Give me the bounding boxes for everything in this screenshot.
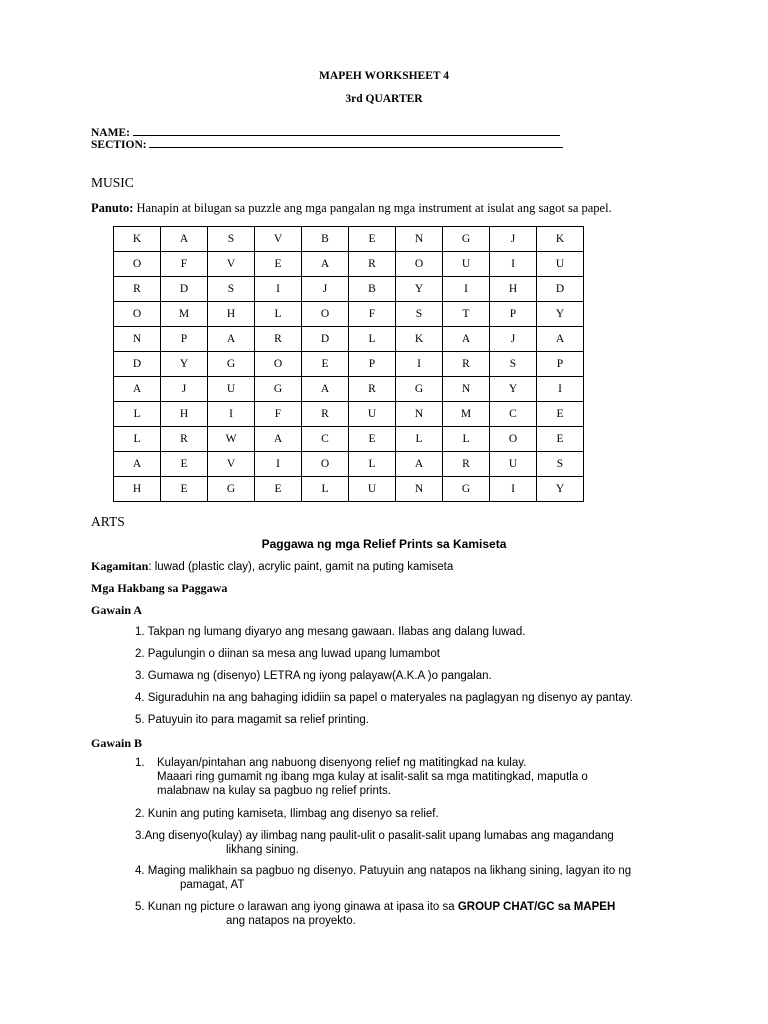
grid-cell: P [349,352,396,377]
grid-cell: D [114,352,161,377]
grid-cell: S [396,302,443,327]
grid-cell: P [161,327,208,352]
grid-cell: U [443,252,490,277]
grid-cell: A [302,252,349,277]
grid-cell: O [114,302,161,327]
gawain-b-step-3-line-1: 3.Ang disenyo(kulay) ay ilimbag nang paulit-ulit o pasalit-salit upang lumabas ang magandang [135,830,614,842]
grid-cell: H [161,402,208,427]
grid-cell: L [396,427,443,452]
grid-cell: D [161,277,208,302]
grid-row [114,402,584,427]
grid-row [114,252,584,277]
grid-cell: E [302,352,349,377]
grid-cell: I [537,377,584,402]
grid-cell: E [161,477,208,502]
gawain-a-heading: Gawain A [91,603,143,617]
grid-cell: W [208,427,255,452]
grid-cell: U [349,477,396,502]
grid-cell: J [490,227,537,252]
grid-cell: G [443,227,490,252]
grid-cell: I [490,477,537,502]
grid-cell: L [443,427,490,452]
grid-cell: A [114,377,161,402]
grid-cell: Y [490,377,537,402]
grid-cell: R [349,252,396,277]
gawain-a-step-5: 5. Patuyuin ito para magamit sa relief printing. [135,714,369,726]
grid-cell: A [537,327,584,352]
grid-cell: J [161,377,208,402]
gawain-b-step-5-emphasis: GROUP CHAT/GC sa MAPEH [457,901,616,913]
grid-cell: L [302,477,349,502]
grid-cell: R [302,402,349,427]
grid-cell: G [208,477,255,502]
grid-cell: H [114,477,161,502]
gawain-a-step-1: 1. Takpan ng lumang diyaryo ang mesang gawaan. Ilabas ang dalang luwad. [135,626,526,638]
gawain-a-step-3: 3. Gumawa ng (disenyo) LETRA ng iyong palayaw(A.K.A )o pangalan. [135,670,492,682]
grid-cell: K [114,227,161,252]
grid-cell: L [349,327,396,352]
grid-cell: O [490,427,537,452]
grid-cell: Y [537,302,584,327]
grid-cell: O [255,352,302,377]
grid-cell: E [537,402,584,427]
grid-cell: I [396,352,443,377]
grid-row [114,302,584,327]
gawain-a-step-2: 2. Pagulungin o diinan sa mesa ang luwad upang lumambot [135,648,440,660]
grid-cell: I [255,277,302,302]
gawain-b-heading: Gawain B [91,736,143,750]
gawain-b-step-5-line-1 [135,901,615,913]
grid-cell: E [255,252,302,277]
grid-cell: R [114,277,161,302]
kagamitan-line [91,559,453,574]
gawain-b-step-4-line-1: 4. Maging malikhain sa pagbuo ng disenyo. Patuyuin ang natapos na likhang sining, lagyan ito ng [135,865,632,877]
grid-cell: N [396,402,443,427]
grid-cell: O [114,252,161,277]
grid-row [114,327,584,352]
grid-cell: P [490,302,537,327]
grid-cell: P [537,352,584,377]
grid-cell: B [349,277,396,302]
grid-cell: V [208,252,255,277]
grid-cell: F [255,402,302,427]
grid-cell: J [490,327,537,352]
grid-cell: T [443,302,490,327]
grid-row [114,377,584,402]
grid-row [114,277,584,302]
grid-cell: M [161,302,208,327]
gawain-b-step-2: 2. Kunin ang puting kamiseta, Ilimbag ang disenyo sa relief. [135,808,439,820]
arts-heading: ARTS [91,514,125,529]
grid-cell: F [161,252,208,277]
grid-cell: A [443,327,490,352]
quarter-subtitle: 3rd QUARTER [345,93,423,105]
gawain-b-step-1-number: 1. [135,757,145,769]
gawain-b-step-1-line-3: malabnaw na kulay sa pagbuo ng relief prints. [157,785,391,797]
kagamitan-label: Kagamitan [91,559,149,573]
grid-cell: U [349,402,396,427]
grid-cell: S [537,452,584,477]
grid-cell: G [396,377,443,402]
grid-cell: E [349,427,396,452]
grid-cell: K [396,327,443,352]
grid-cell: A [255,427,302,452]
section-blank-line [149,138,563,148]
grid-cell: R [255,327,302,352]
grid-cell: L [255,302,302,327]
grid-row [114,227,584,252]
gawain-b-step-1-line-1: Kulayan/pintahan ang nabuong disenyong relief ng matitingkad na kulay. [157,757,527,769]
gawain-a-step-4: 4. Siguraduhin na ang bahaging ididiin sa papel o materyales na paglagyan ng disenyo ay pantay. [135,692,633,704]
grid-cell: S [208,277,255,302]
grid-cell: H [208,302,255,327]
gawain-b-step-3-line-2: likhang sining. [226,844,299,856]
worksheet-title: MAPEH WORKSHEET 4 [319,70,449,82]
grid-cell: K [537,227,584,252]
grid-cell: L [349,452,396,477]
section-field [91,138,563,151]
gawain-b-step-5-text: 5. Kunan ng picture o larawan ang iyong ginawa at ipasa ito sa [135,901,458,913]
grid-cell: A [208,327,255,352]
grid-row [114,452,584,477]
grid-cell: H [490,277,537,302]
grid-cell: O [302,452,349,477]
grid-cell: E [255,477,302,502]
grid-cell: R [349,377,396,402]
grid-row [114,352,584,377]
grid-cell: J [302,277,349,302]
grid-cell: U [490,452,537,477]
grid-cell: E [349,227,396,252]
grid-cell: M [443,402,490,427]
grid-cell: A [396,452,443,477]
grid-cell: V [208,452,255,477]
grid-cell: N [443,377,490,402]
grid-cell: R [443,352,490,377]
panuto-label: Panuto: [91,201,134,215]
grid-cell: G [208,352,255,377]
grid-cell: B [302,227,349,252]
grid-cell: D [302,327,349,352]
grid-cell: S [490,352,537,377]
music-heading: MUSIC [91,175,134,190]
grid-cell: E [537,427,584,452]
grid-cell: I [255,452,302,477]
panuto-text: Hanapin at bilugan sa puzzle ang mga pangalan ng mga instrument at isulat ang sagot sa papel. [133,201,612,215]
gawain-b-step-4-line-2: pamagat, AT [180,879,245,891]
grid-cell: L [114,402,161,427]
grid-cell: U [537,252,584,277]
grid-cell: E [161,452,208,477]
grid-cell: A [114,452,161,477]
grid-cell: F [349,302,396,327]
grid-cell: L [114,427,161,452]
grid-cell: I [208,402,255,427]
grid-cell: C [302,427,349,452]
grid-cell: D [537,277,584,302]
grid-row [114,477,584,502]
grid-cell: N [396,227,443,252]
grid-row [114,427,584,452]
grid-cell: Y [537,477,584,502]
music-instructions [91,201,612,216]
grid-cell: G [443,477,490,502]
grid-cell: V [255,227,302,252]
hakbang-heading: Mga Hakbang sa Paggawa [91,581,228,595]
grid-cell: I [443,277,490,302]
kagamitan-text: : luwad (plastic clay), acrylic paint, gamit na puting kamiseta [148,561,454,573]
grid-cell: I [490,252,537,277]
grid-cell: Y [161,352,208,377]
grid-cell: O [302,302,349,327]
word-search-grid [113,226,584,502]
name-label: NAME: [91,127,130,139]
grid-cell: U [208,377,255,402]
grid-cell: R [161,427,208,452]
name-blank-line [133,126,560,136]
grid-cell: N [396,477,443,502]
grid-cell: O [396,252,443,277]
grid-cell: C [490,402,537,427]
gawain-b-step-1-line-2: Maaari ring gumamit ng ibang mga kulay at isalit-salit sa mga matitingkad, maputla o [157,771,588,783]
grid-cell: G [255,377,302,402]
grid-cell: R [443,452,490,477]
gawain-b-step-5-line-2: ang natapos na proyekto. [226,915,356,927]
arts-title: Paggawa ng mga Relief Prints sa Kamiseta [261,537,507,551]
grid-cell: Y [396,277,443,302]
section-label: SECTION: [91,139,147,151]
grid-cell: N [114,327,161,352]
grid-cell: A [302,377,349,402]
grid-cell: A [161,227,208,252]
grid-cell: S [208,227,255,252]
